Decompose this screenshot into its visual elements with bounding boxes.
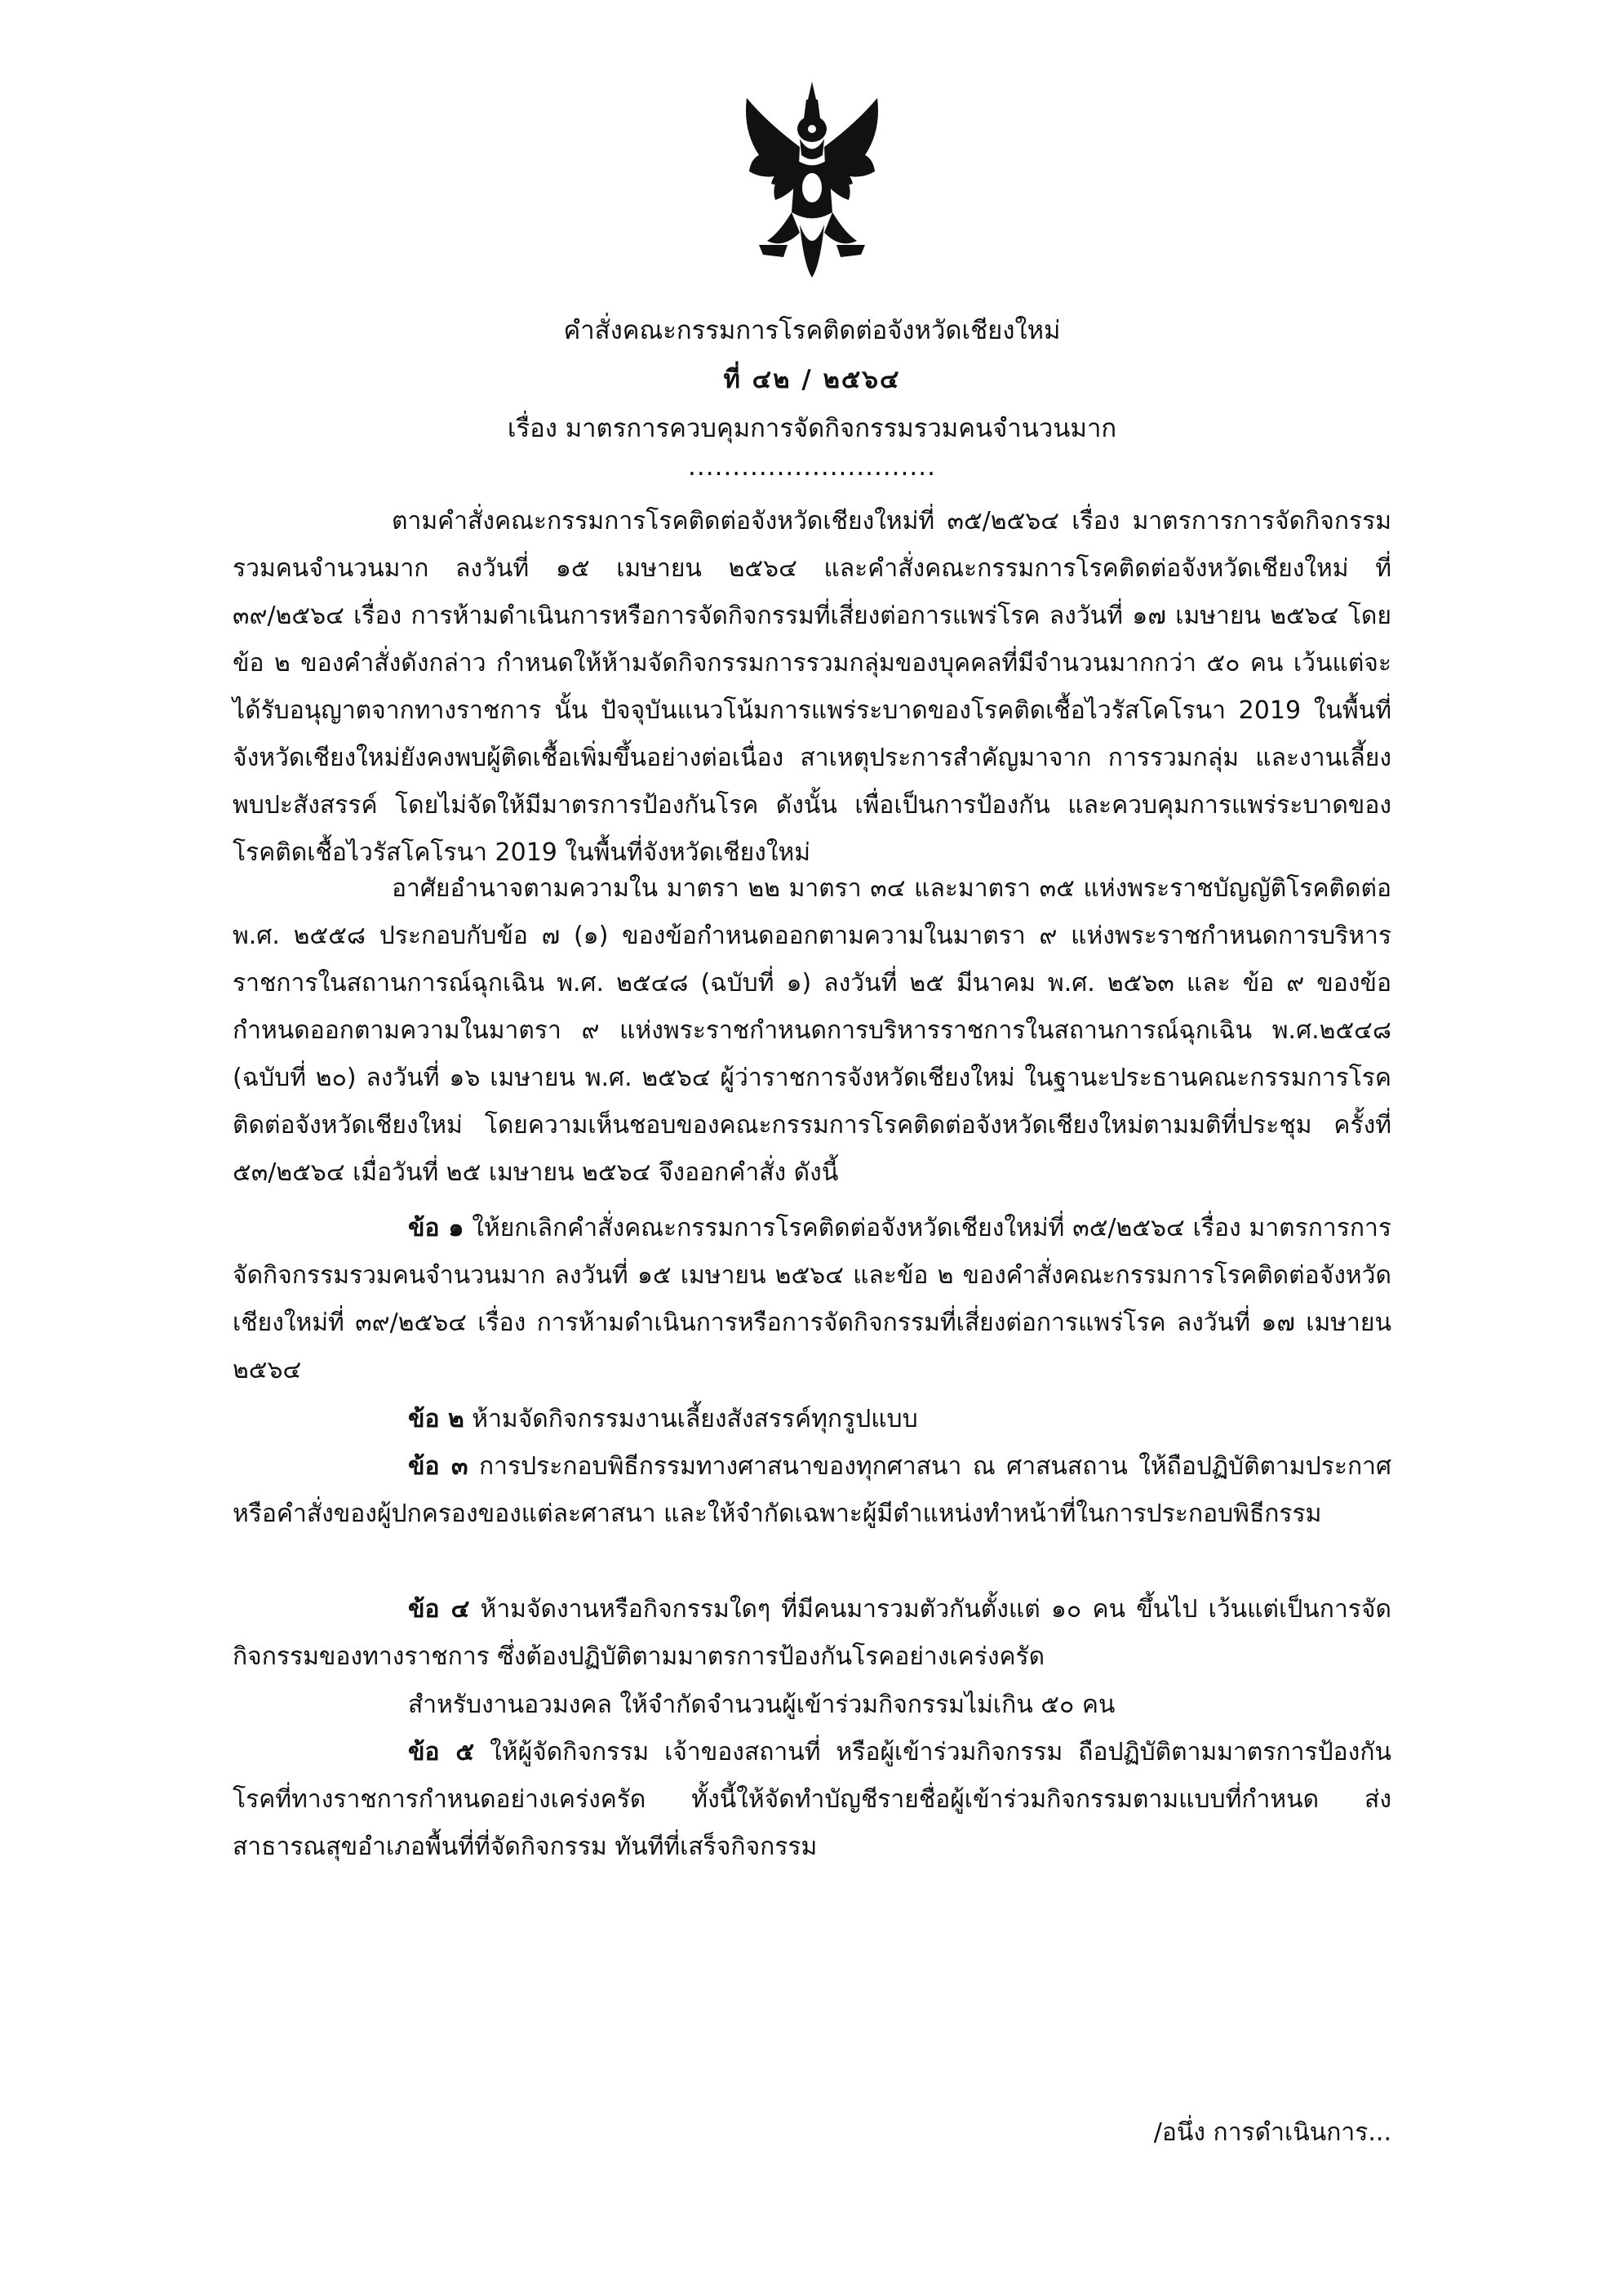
order-title: คำสั่งคณะกรรมการโรคติดต่อจังหวัดเชียงใหม่ bbox=[563, 316, 1061, 345]
page-continuation: /อนึ่ง การดำเนินการ... bbox=[1153, 2118, 1391, 2147]
clause-5 bbox=[233, 1729, 1391, 1871]
paragraph-background: ตามคำสั่งคณะกรรมการโรคติดต่อจังหวัดเชียงใหม่ที่ ๓๕/๒๕๖๔ เรื่อง มาตรการการจัดกิจกรรมรวมคนจำนวนมาก ลงวันที่ ๑๕ เมษายน ๒๕๖๔ และคำสั่งคณะกรรมการโรคติดต่อจังหวัดเชียงใหม่ ที่ ๓๙/๒๕๖๔ เรื่อง การห้ามดำเนินการหรือการจัดกิจกรรมที่เสี่ยงต่อการแพร่โรค ลงวันที่ ๑๗ เมษายน ๒๕๖๔ โดยข้อ ๒ ของคำสั่งดังกล่าว กำหนดให้ห้ามจัดกิจกรรมการรวมกลุ่มของบุคคลที่มีจำนวนมากกว่า ๕๐ คน เว้นแต่จะได้รับอนุญาตจากทางราชการ นั้น ปัจจุบันแนวโน้มการแพร่ระบาดของโรคติดเชื้อไวรัสโคโรนา 2019 ในพื้นที่จังหวัดเชียงใหม่ยังคงพบผู้ติดเชื้อเพิ่มขึ้นอย่างต่อเนื่อง สาเหตุประการสำคัญมาจาก การรวมกลุ่ม และงานเลี้ยงพบปะสังสรรค์ โดยไม่จัดให้มีมาตรการป้องกันโรค ดังนั้น เพื่อเป็นการป้องกัน และควบคุมการแพร่ระบาดของโรคติดเชื้อไวรัสโคโรนา 2019 ในพื้นที่จังหวัดเชียงใหม่ bbox=[233, 507, 1391, 867]
clause-4 bbox=[233, 1586, 1391, 1681]
clause-3-text: การประกอบพิธีกรรมทางศาสนาของทุกศาสนา ณ ศาสนสถาน ให้ถือปฏิบัติตามประกาศหรือคำสั่งของผู้ปกครองของแต่ละศาสนา และให้จำกัดเฉพาะผู้มีตำแหน่งทำหน้าที่ในการประกอบพิธีกรรม bbox=[233, 1452, 1391, 1528]
paragraph-authority: อาศัยอำนาจตามความใน มาตรา ๒๒ มาตรา ๓๔ และมาตรา ๓๕ แห่งพระราชบัญญัติโรคติดต่อ พ.ศ. ๒๕๕๘ ประกอบกับข้อ ๗ (๑) ของข้อกำหนดออกตามความในมาตรา ๙ แห่งพระราชกำหนดการบริหารราชการในสถานการณ์ฉุกเฉิน พ.ศ. ๒๕๔๘ (ฉบับที่ ๑) ลงวันที่ ๒๕ มีนาคม พ.ศ. ๒๕๖๓ และ ข้อ ๙ ของข้อกำหนดออกตามความในมาตรา ๙ แห่งพระราชกำหนดการบริหารราชการในสถานการณ์ฉุกเฉิน พ.ศ.๒๕๔๘ (ฉบับที่ ๒๐) ลงวันที่ ๑๖ เมษายน พ.ศ. ๒๕๖๔ ผู้ว่าราชการจังหวัดเชียงใหม่ ในฐานะประธานคณะกรรมการโรคติดต่อจังหวัดเชียงใหม่ โดยความเห็นชอบของคณะกรรมการโรคติดต่อจังหวัดเชียงใหม่ตามมติที่ประชุม ครั้งที่ ๕๓/๒๕๖๔ เมื่อวันที่ ๒๕ เมษายน ๒๕๖๔ จึงออกคำสั่ง ดังนี้ bbox=[233, 874, 1391, 1187]
clause-2-number: ข้อ ๒ bbox=[408, 1405, 464, 1433]
clause-3-number: ข้อ ๓ bbox=[408, 1452, 468, 1481]
clause-1-text: ให้ยกเลิกคำสั่งคณะกรรมการโรคติดต่อจังหวัดเชียงใหม่ที่ ๓๕/๒๕๖๔ เรื่อง มาตรการการจัดกิจกรรมรวมคนจำนวนมาก ลงวันที่ ๑๕ เมษายน ๒๕๖๔ และข้อ ๒ ของคำสั่งคณะกรรมการโรคติดต่อจังหวัดเชียงใหม่ที่ ๓๙/๒๕๖๔ เรื่อง การห้ามดำเนินการหรือการจัดกิจกรรมที่เสี่ยงต่อการแพร่โรค ลงวันที่ ๑๗ เมษายน ๒๕๖๔ bbox=[233, 1214, 1392, 1384]
clause-1 bbox=[233, 1205, 1391, 1394]
clause-4-extra: สำหรับงานอวมงคล ให้จำกัดจำนวนผู้เข้าร่วมกิจกรรมไม่เกิน ๕๐ คน bbox=[408, 1691, 1116, 1719]
clause-4-number: ข้อ ๔ bbox=[408, 1595, 470, 1624]
clause-2-text: ห้ามจัดกิจกรรมงานเลี้ยงสังสรรค์ทุกรูปแบบ bbox=[472, 1405, 918, 1433]
clause-2 bbox=[408, 1396, 918, 1443]
clause-1-number: ข้อ ๑ bbox=[408, 1214, 464, 1242]
heading-divider: ............................ bbox=[688, 452, 936, 482]
clause-5-text: ให้ผู้จัดกิจกรรม เจ้าของสถานที่ หรือผู้เข้าร่วมกิจกรรม ถือปฏิบัติตามมาตรการป้องกันโรคที่ทางราชการกำหนดอย่างเคร่งครัด ทั้งนี้ให้จัดทำบัญชีรายชื่อผู้เข้าร่วมกิจกรรมตามแบบที่กำหนด ส่งสาธารณสุขอำเภอพื้นที่ที่จัดกิจกรรม ทันทีที่เสร็จกิจกรรม bbox=[233, 1738, 1391, 1861]
clause-5-number: ข้อ ๕ bbox=[408, 1738, 475, 1766]
clause-3 bbox=[233, 1443, 1391, 1538]
order-number: ที่ ๔๒ / ๒๕๖๔ bbox=[723, 365, 901, 394]
garuda-emblem-icon bbox=[743, 82, 881, 286]
clause-4-text: ห้ามจัดงานหรือกิจกรรมใดๆ ที่มีคนมารวมตัวกันตั้งแต่ ๑๐ คน ขึ้นไป เว้นแต่เป็นการจัดกิจกรรมของทางราชการ ซึ่งต้องปฏิบัติตามมาตรการป้องกันโรคอย่างเคร่งครัด bbox=[233, 1595, 1391, 1671]
order-subject: เรื่อง มาตรการควบคุมการจัดกิจกรรมรวมคนจำนวนมาก bbox=[507, 414, 1117, 443]
